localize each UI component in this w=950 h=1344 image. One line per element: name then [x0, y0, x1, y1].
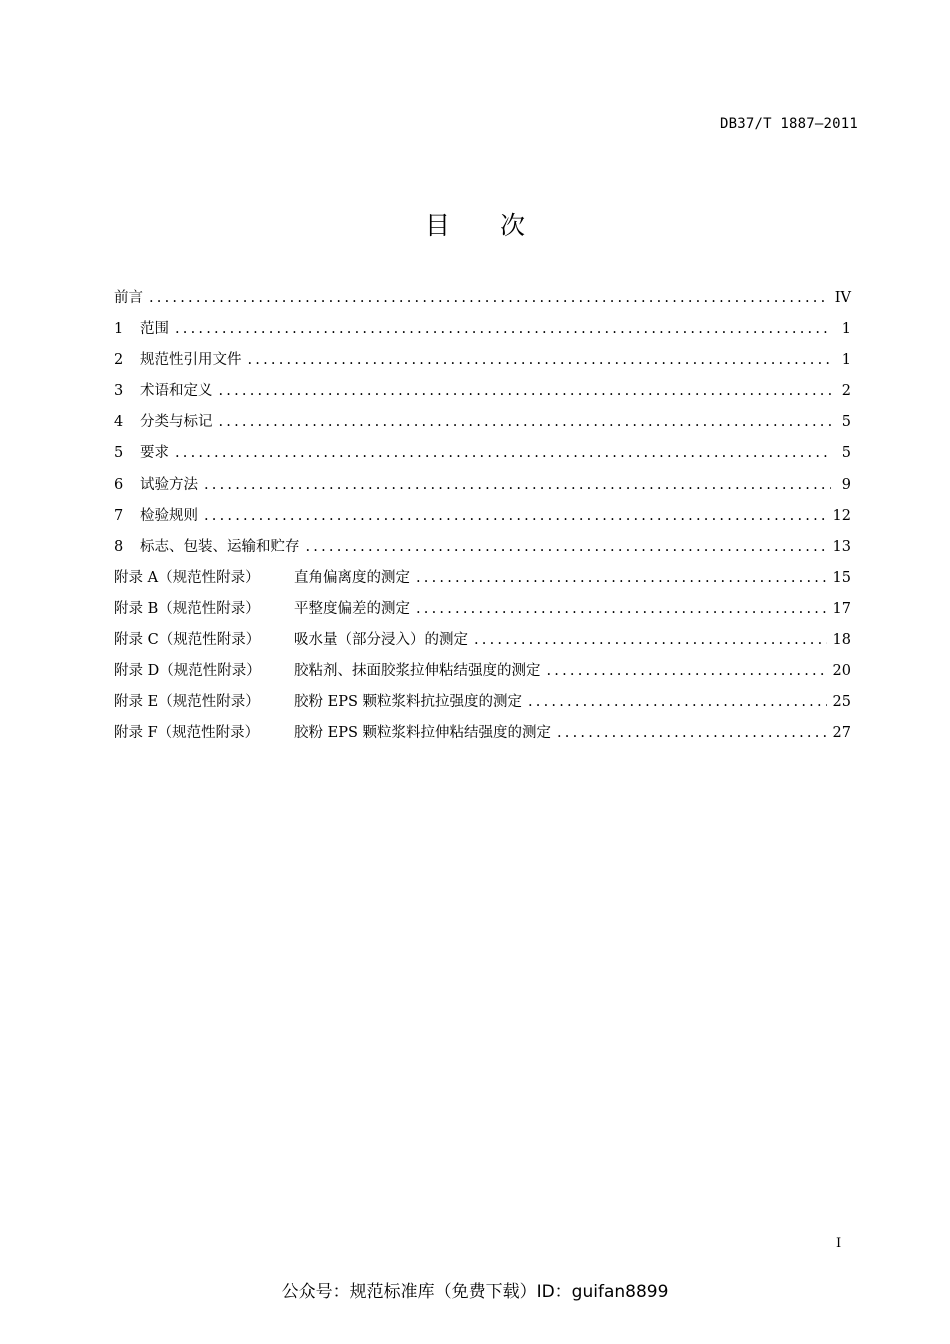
- toc-leader-dots: [204, 508, 827, 524]
- toc-entry-title: 平整度偏差的测定: [294, 600, 410, 617]
- toc-entry-number: 8: [114, 538, 124, 555]
- toc-entry-page: IV: [834, 290, 851, 306]
- toc-leader-dots: [306, 539, 827, 555]
- toc-entry-title: 术语和定义: [140, 383, 213, 400]
- toc-entry-page: 25: [832, 694, 851, 711]
- toc-entry-number: 6: [114, 476, 124, 493]
- toc-entry-annex[interactable]: [114, 566, 851, 597]
- toc-entry-title: 范围: [140, 321, 169, 338]
- toc-entry-title: 胶粉 EPS 颗粒浆料拉伸粘结强度的测定: [294, 725, 551, 742]
- toc-entry-chapter[interactable]: [114, 317, 851, 348]
- toc-entry-chapter[interactable]: [114, 348, 851, 379]
- toc-entry-title: 前言: [114, 290, 143, 306]
- toc-entry-number: 3: [114, 383, 124, 400]
- toc-entry-title: 规范性引用文件: [140, 352, 242, 369]
- toc-entry-annex[interactable]: [114, 628, 851, 659]
- toc-entry-page: 17: [832, 600, 851, 617]
- toc-entry-chapter[interactable]: [114, 473, 851, 504]
- toc-entry-chapter[interactable]: [114, 535, 851, 566]
- toc-entry-chapter[interactable]: [114, 504, 851, 535]
- toc-entry-title: 胶粘剂、抹面胶浆拉伸粘结强度的测定: [294, 663, 541, 680]
- toc-entry-annex[interactable]: [114, 690, 851, 721]
- toc-entry-title: 试验方法: [140, 476, 198, 493]
- toc-entry-page: 9: [841, 476, 851, 493]
- toc-leader-dots: [204, 477, 831, 493]
- toc-entry-number: 4: [114, 414, 124, 431]
- toc-entry-number: 7: [114, 507, 124, 524]
- toc-entry-title: 分类与标记: [140, 414, 213, 431]
- toc-entry-title: 标志、包装、运输和贮存: [140, 538, 300, 555]
- toc-entry-annex[interactable]: [114, 721, 851, 752]
- toc-leader-dots: [248, 352, 832, 368]
- toc-leader-dots: [175, 445, 831, 461]
- toc-entry-page: 27: [832, 725, 851, 742]
- toc-entry-number: 5: [114, 445, 124, 462]
- toc-entry-title: 要求: [140, 445, 169, 462]
- toc-entry-page: 5: [841, 414, 851, 431]
- toc-entry-page: 2: [841, 383, 851, 400]
- standard-code: DB37/T 1887—2011: [719, 116, 858, 132]
- toc-entry-page: 12: [832, 507, 851, 524]
- toc-entry-title: 胶粉 EPS 颗粒浆料抗拉强度的测定: [294, 694, 522, 711]
- toc-entry-number: 2: [114, 352, 124, 369]
- toc-leader-dots: [219, 383, 832, 399]
- toc-entry-title: 直角偏离度的测定: [294, 569, 410, 586]
- toc-entry-page: 20: [832, 663, 851, 680]
- toc-entry-number: 1: [114, 321, 124, 338]
- toc-leader-dots: [528, 694, 827, 710]
- toc-entry-foreword[interactable]: [114, 286, 851, 317]
- toc-leader-dots: [149, 290, 829, 306]
- toc-leader-dots: [416, 570, 827, 586]
- toc-entry-page: 18: [832, 632, 851, 649]
- page-title: 目次: [424, 211, 575, 240]
- toc-entry-page: 5: [841, 445, 851, 462]
- toc-entry-chapter[interactable]: [114, 441, 851, 472]
- toc-leader-dots: [175, 321, 831, 337]
- toc-entry-page: 1: [841, 321, 851, 338]
- toc-entry-annex[interactable]: [114, 597, 851, 628]
- toc-entry-page: 15: [832, 569, 851, 586]
- toc-entry-title: 检验规则: [140, 507, 198, 524]
- toc-annex-label: 附录 A（规范性附录）: [114, 569, 260, 586]
- table-of-contents: [114, 286, 851, 752]
- footer-watermark-text: 公众号：规范标准库（免费下载）ID：guifan8899: [281, 1282, 669, 1302]
- toc-entry-chapter[interactable]: [114, 410, 851, 441]
- toc-leader-dots: [219, 414, 832, 430]
- toc-entry-title: 吸水量（部分浸入）的测定: [294, 632, 468, 649]
- toc-entry-page: 1: [841, 352, 851, 369]
- toc-annex-label: 附录 C（规范性附录）: [114, 632, 261, 649]
- toc-leader-dots: [474, 632, 827, 648]
- page-number: I: [836, 1236, 842, 1251]
- toc-leader-dots: [547, 663, 827, 679]
- toc-entry-chapter[interactable]: [114, 379, 851, 410]
- toc-annex-label: 附录 D（规范性附录）: [114, 663, 261, 680]
- toc-annex-label: 附录 B（规范性附录）: [114, 600, 260, 617]
- toc-entry-annex[interactable]: [114, 659, 851, 690]
- toc-annex-label: 附录 F（规范性附录）: [114, 725, 260, 742]
- toc-leader-dots: [557, 725, 827, 741]
- toc-entry-page: 13: [832, 538, 851, 555]
- toc-leader-dots: [416, 601, 827, 617]
- toc-annex-label: 附录 E（规范性附录）: [114, 694, 260, 711]
